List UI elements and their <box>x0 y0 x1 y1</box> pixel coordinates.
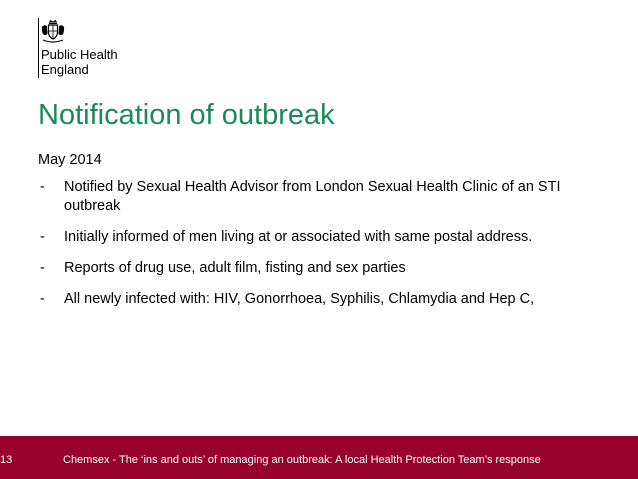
slide-date: May 2014 <box>38 152 102 168</box>
royal-crest-icon <box>40 19 66 45</box>
bullet-text: All newly infected with: HIV, Gonorrhoea, Syphilis, Chlamydia and Hep C, <box>64 291 535 307</box>
bullet-text: Initially informed of men living at or associated with same postal address. <box>64 229 533 245</box>
bullet-dash: - <box>40 260 45 276</box>
bullet-dash: - <box>40 179 45 195</box>
page-number: 13 <box>0 454 13 466</box>
bullet-item <box>38 178 598 216</box>
bullet-list <box>38 178 598 321</box>
org-name-line-2: England <box>41 62 89 77</box>
bullet-dash: - <box>40 229 45 245</box>
org-name-line-1: Public Health <box>41 47 118 62</box>
slide-title: Notification of outbreak <box>38 99 335 131</box>
bullet-item <box>38 259 598 278</box>
logo-divider <box>38 18 39 78</box>
bullet-text: Notified by Sexual Health Advisor from London Sexual Health Clinic of an STI outbreak <box>64 179 561 214</box>
bullet-text: Reports of drug use, adult film, fisting and sex parties <box>64 260 406 276</box>
bullet-item <box>38 290 598 309</box>
bullet-dash: - <box>40 291 45 307</box>
footer-caption: Chemsex - The ‘ins and outs’ of managing an outbreak: A local Health Protection Team’s response <box>63 454 541 466</box>
phe-logo <box>38 18 148 80</box>
footer-bar <box>0 436 638 479</box>
bullet-item <box>38 228 598 247</box>
